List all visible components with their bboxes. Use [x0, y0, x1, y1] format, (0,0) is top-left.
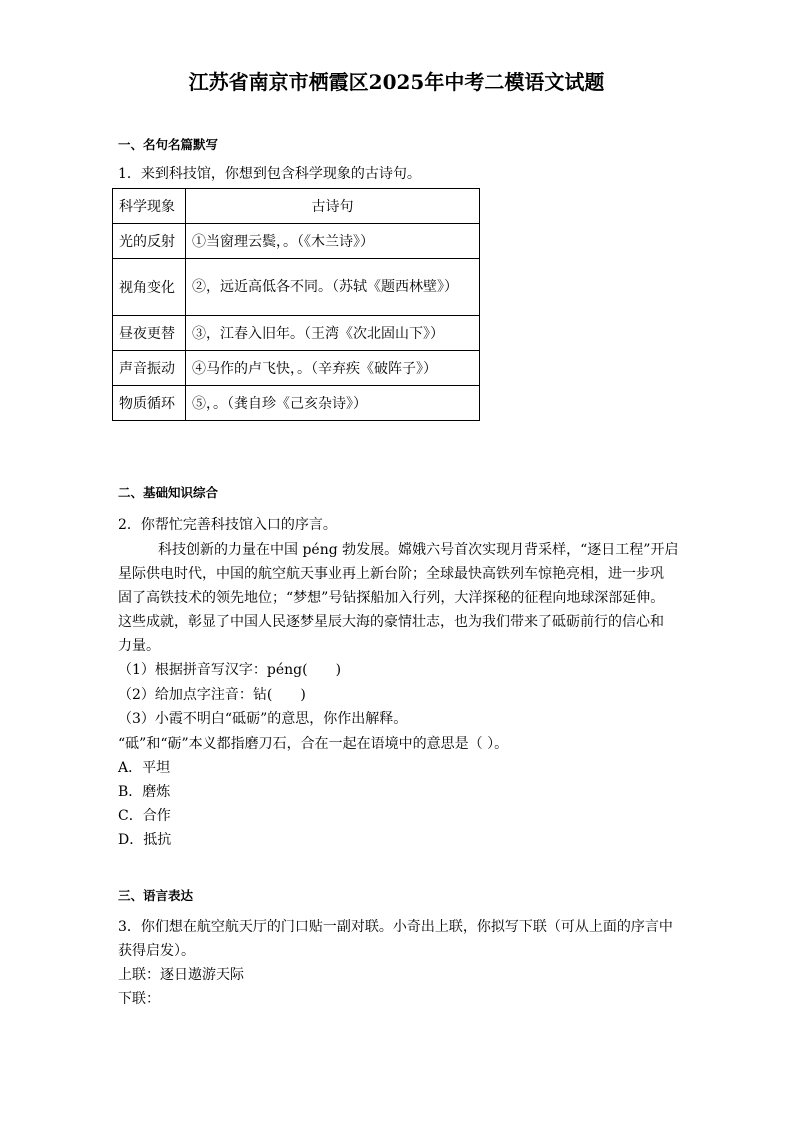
table-row: [113, 316, 480, 351]
poetry-table: [112, 188, 480, 421]
question-1: 1．来到科技馆，你想到包含科学现象的古诗句。: [118, 166, 421, 182]
option-d: D．抵抗: [118, 832, 172, 848]
sub-question-3-detail: “砥”和“砺”本义都指磨刀石，合在一起在语境中的意思是（ ）。: [118, 736, 509, 752]
table-cell-verse-wrap: [186, 259, 480, 316]
table-cell-phenomenon: 声音振动: [113, 351, 186, 386]
sub-question-2: （2）给加点字注音：钻( ): [118, 687, 306, 703]
passage-line: 这些成就，彰显了中国人民逐梦星辰大海的豪情壮志，也为我们带来了砥砺前行的信心和: [118, 614, 664, 630]
page-title: 江苏省南京市栖霞区2025年中考二模语文试题: [188, 70, 605, 94]
section-heading-3: 三、语言表达: [118, 888, 194, 903]
passage-line: 力量。: [118, 638, 160, 654]
table-cell-phenomenon: 视角变化: [113, 259, 186, 316]
table-cell-verse: ②，远近高低各不同。（苏轼《题西林壁》）: [192, 279, 458, 295]
table-cell-verse: ④马作的卢飞快，。（辛弃疾《破阵子》）: [186, 351, 480, 386]
passage-line: 星际供电时代，中国的航空航天事业再上新台阶；全球最快高铁列车惊艳亮相，进一步巩: [118, 566, 664, 582]
table-header-cell: 古诗句: [186, 189, 480, 224]
table-header-row: [113, 189, 480, 224]
question-3-line: 获得启发）。: [118, 943, 195, 959]
option-c: C．合作: [118, 808, 171, 824]
table-cell-verse: ①当窗理云鬓，。（《木兰诗》）: [186, 224, 480, 259]
table-cell-verse: ③，江春入旧年。（王湾《次北固山下》）: [186, 316, 480, 351]
table-cell-verse: ⑤，。（龚自珍《己亥杂诗》）: [186, 386, 480, 421]
table-header-cell: 科学现象: [113, 189, 186, 224]
option-a: A．平坦: [118, 760, 171, 776]
upper-couplet: 上联：逐日遨游天际: [118, 967, 244, 983]
question-3-line: 3．你们想在航空航天厅的门口贴一副对联。小奇出上联，你拟写下联（可从上面的序言中: [118, 919, 673, 935]
table-row: [113, 259, 480, 316]
lower-couplet: 下联：: [118, 991, 160, 1007]
table-cell-phenomenon: 物质循环: [113, 386, 186, 421]
sub-question-1: （1）根据拼音写汉字：péng( ): [118, 662, 342, 678]
table-row: [113, 224, 480, 259]
question-2: 2．你帮忙完善科技馆入口的序言。: [118, 517, 337, 533]
table-cell-phenomenon: 光的反射: [113, 224, 186, 259]
table-row: [113, 386, 480, 421]
sub-question-3: （3）小霞不明白“砥砺”的意思，你作出解释。: [118, 711, 408, 727]
table-row: [113, 351, 480, 386]
table-cell-phenomenon: 昼夜更替: [113, 316, 186, 351]
option-b: B．磨炼: [118, 784, 171, 800]
passage-line: 固了高铁技术的领先地位；“梦想”号钻探船加入行列，大洋探秘的征程向地球深部延伸。: [118, 590, 665, 606]
section-heading-1: 一、名句名篇默写: [118, 137, 219, 152]
passage-line: 科技创新的力量在中国 péng 勃发展。嫦娥六号首次实现月背采样，“逐日工程”开启: [158, 542, 679, 558]
section-heading-2: 二、基础知识综合: [118, 485, 219, 500]
